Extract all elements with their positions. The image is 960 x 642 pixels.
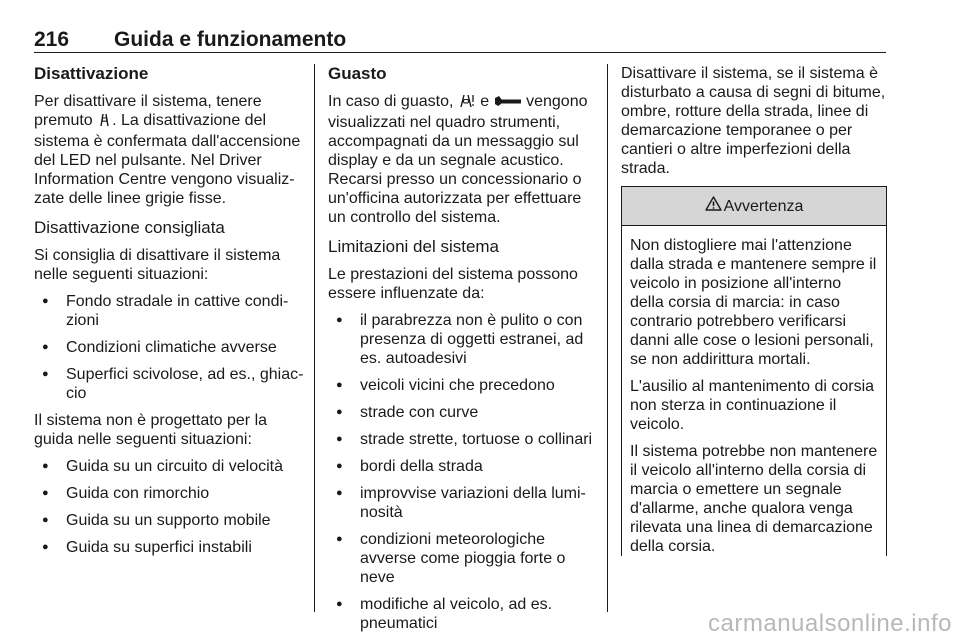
- page-number: 216: [34, 28, 70, 51]
- not-designed-intro: Il sistema non è progettato per la guida nelle seguenti situazioni:: [34, 412, 268, 448]
- warning-box: [621, 186, 887, 556]
- lane-assist-warning-icon: [458, 94, 476, 113]
- list-item: ● improvvise variazioni della luminosità: [328, 484, 596, 522]
- chapter-title: Guida e funzionamento: [114, 28, 347, 51]
- list-item: ● condizioni meteorologiche avverse come pioggia forte o neve: [328, 530, 596, 587]
- warning-body: [622, 226, 886, 556]
- column-3: [621, 64, 887, 564]
- deactivation-paragraph: Per disattivare il sistema, tenere premuto . La disattivazione del sistema è confermata dall'accensione del LED nel pulsante. Nel Driver Information Centre vengono visualizzate delle linee grigie fisse.: [34, 93, 301, 207]
- page-header: [34, 28, 886, 53]
- column-divider: [607, 64, 608, 612]
- subheading-recommended-deactivation: Disattivazione consigliata: [34, 218, 225, 237]
- limitations-intro: Le prestazioni del sistema possono essere influenzate da:: [328, 266, 578, 302]
- warning-paragraph: Non distogliere mai l'attenzione dalla strada e mantenere sempre il veicolo in posizione all'interno della corsia di marcia: in caso contrario potrebbero verificarsi danni alle cose o lesioni personali, se non addirittura mortali.: [630, 237, 877, 368]
- not-designed-list: [34, 457, 304, 557]
- list-item: ● Condizioni climatiche avverse: [34, 338, 304, 357]
- list-item: ● Guida su superfici instabili: [34, 538, 304, 557]
- list-item: ● strade strette, tortuose o collinari: [328, 430, 596, 449]
- subheading-system-limitations: Limitazioni del sistema: [328, 237, 500, 256]
- warning-paragraph: Il sistema potrebbe non mantenere il veicolo all'interno della corsia di marcia o emettere un segnale d'allarme, anche qualora venga rilevata una linea di demarcazione della corsia.: [630, 443, 878, 555]
- list-item: ● Guida su un supporto mobile: [34, 511, 304, 530]
- list-item: ● il parabrezza non è pulito o con presenza di oggetti estranei, ad es. autoadesivi: [328, 311, 596, 368]
- warning-paragraph: L'ausilio al mantenimento di corsia non sterza in continuazione il veicolo.: [630, 378, 875, 433]
- list-item: ● veicoli vicini che precedono: [328, 376, 596, 395]
- list-item: ● Guida con rimorchio: [34, 484, 304, 503]
- list-item: ● Guida su un circuito di velocità: [34, 457, 304, 476]
- warning-title: Avvertenza: [723, 197, 804, 215]
- watermark: carmanualsonline.info: [708, 610, 952, 637]
- list-item: ● Fondo stradale in cattive condizioni: [34, 292, 304, 330]
- recommended-list: [34, 292, 304, 403]
- column-divider: [314, 64, 315, 612]
- list-item: ● modifiche al veicolo, ad es. pneumatici: [328, 595, 596, 633]
- deactivate-advice-paragraph: Disattivare il sistema, se il sistema è disturbato a causa di segni di bitume, ombre, rotture della strada, linee di demarcazione temporanee o per cantieri o altre imperfezioni della strada.: [621, 65, 886, 177]
- list-item: ● strade con curve: [328, 403, 596, 422]
- section-heading-fault: Guasto: [328, 64, 387, 83]
- warning-header: [622, 187, 886, 226]
- list-item: ● bordi della strada: [328, 457, 596, 476]
- list-item: ● Superfici scivolose, ad es., ghiaccio: [34, 365, 304, 403]
- warning-triangle-icon: [705, 196, 722, 216]
- fault-paragraph: In caso di guasto, e vengono visualizzati nel quadro strumenti, accompagnati da un messaggio sul display e da un segnale acustico. Recarsi presso un concessionario o un'officina autorizzata per effettuare un controllo del sistema.: [328, 93, 588, 226]
- limitations-list: [328, 311, 596, 633]
- service-wrench-icon: [494, 94, 522, 113]
- recommended-intro: Si consiglia di disattivare il sistema nelle seguenti situazioni:: [34, 247, 281, 283]
- section-heading-deactivation: Disattivazione: [34, 64, 149, 83]
- column-1: [34, 64, 304, 565]
- column-2: [328, 64, 596, 641]
- lane-keep-assist-icon: [97, 113, 112, 132]
